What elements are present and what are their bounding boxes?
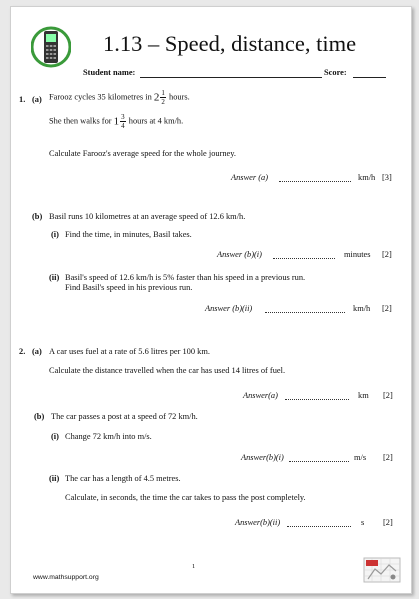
answer-label: Answer (b)(i) (217, 250, 262, 259)
marks: [2] (383, 391, 393, 400)
answer-unit: m/s (354, 453, 367, 462)
part-label: (a) (32, 347, 42, 356)
answer-unit: minutes (344, 250, 371, 259)
answer-unit: km (358, 391, 369, 400)
marks: [2] (382, 304, 392, 313)
subpart-label: (i) (51, 230, 59, 239)
answer-label: Answer(b)(i) (241, 453, 284, 462)
website-link[interactable]: www.mathsupport.org (33, 574, 99, 581)
marks: [2] (383, 518, 393, 527)
question-text: Calculate Farooz's average speed for the whole journey. (49, 149, 237, 158)
subpart-label: (i) (51, 432, 59, 441)
marks: [2] (382, 250, 392, 259)
question-text: Farooz cycles 35 kilometres in 2 $\frac{1}{2}$ hours. (49, 89, 190, 106)
question-number: 2. (19, 347, 26, 356)
answer-line[interactable] (289, 461, 349, 462)
question-text: Calculate the distance travelled when the car has used 14 litres of fuel. (49, 366, 286, 375)
marks: [2] (383, 453, 393, 462)
score-label: Score: (324, 68, 347, 77)
question-text: Basil's speed of 12.6 km/h is 5% faster than his speed in a previous run. (65, 273, 306, 282)
maths-support-logo (363, 557, 401, 583)
student-name-field[interactable] (140, 77, 322, 78)
answer-unit: s (361, 518, 365, 527)
question-text: She then walks for 1 $\frac{3}{4}$ hours at 4 km/h. (49, 113, 184, 130)
question-text: Find Basil's speed in his previous run. (65, 283, 193, 292)
page-number: 1 (192, 563, 196, 570)
marks: [3] (382, 173, 392, 182)
calculator-icon (31, 25, 71, 69)
worksheet-page (10, 6, 412, 594)
answer-line[interactable] (279, 181, 351, 182)
answer-label: Answer (a) (231, 173, 268, 182)
question-text: The car passes a post at a speed of 72 km/h. (51, 412, 198, 421)
question-text: Calculate, in seconds, the time the car takes to pass the post completely. (65, 493, 306, 502)
answer-unit: km/h (358, 173, 376, 182)
page-title: 1.13 – Speed, distance, time (103, 31, 357, 56)
score-field[interactable] (353, 77, 386, 78)
part-label: (b) (34, 412, 45, 421)
subpart-label: (ii) (49, 474, 60, 483)
answer-unit: km/h (353, 304, 371, 313)
answer-label: Answer (b)(ii) (205, 304, 253, 313)
student-name-label: Student name: (83, 68, 136, 77)
answer-label: Answer(a) (243, 391, 278, 400)
answer-line[interactable] (285, 399, 349, 400)
answer-line[interactable] (287, 526, 351, 527)
answer-line[interactable] (273, 258, 335, 259)
question-text: The car has a length of 4.5 metres. (65, 474, 181, 483)
part-label: (a) (32, 95, 42, 104)
question-text: Basil runs 10 kilometres at an average speed of 12.6 km/h. (49, 212, 246, 221)
question-text: Change 72 km/h into m/s. (65, 432, 152, 441)
answer-line[interactable] (265, 312, 345, 313)
answer-label: Answer(b)(ii) (235, 518, 281, 527)
question-number: 1. (19, 95, 26, 104)
question-text: A car uses fuel at a rate of 5.6 litres per 100 km. (49, 347, 210, 356)
part-label: (b) (32, 212, 43, 221)
question-text: Find the time, in minutes, Basil takes. (65, 230, 192, 239)
subpart-label: (ii) (49, 273, 60, 282)
